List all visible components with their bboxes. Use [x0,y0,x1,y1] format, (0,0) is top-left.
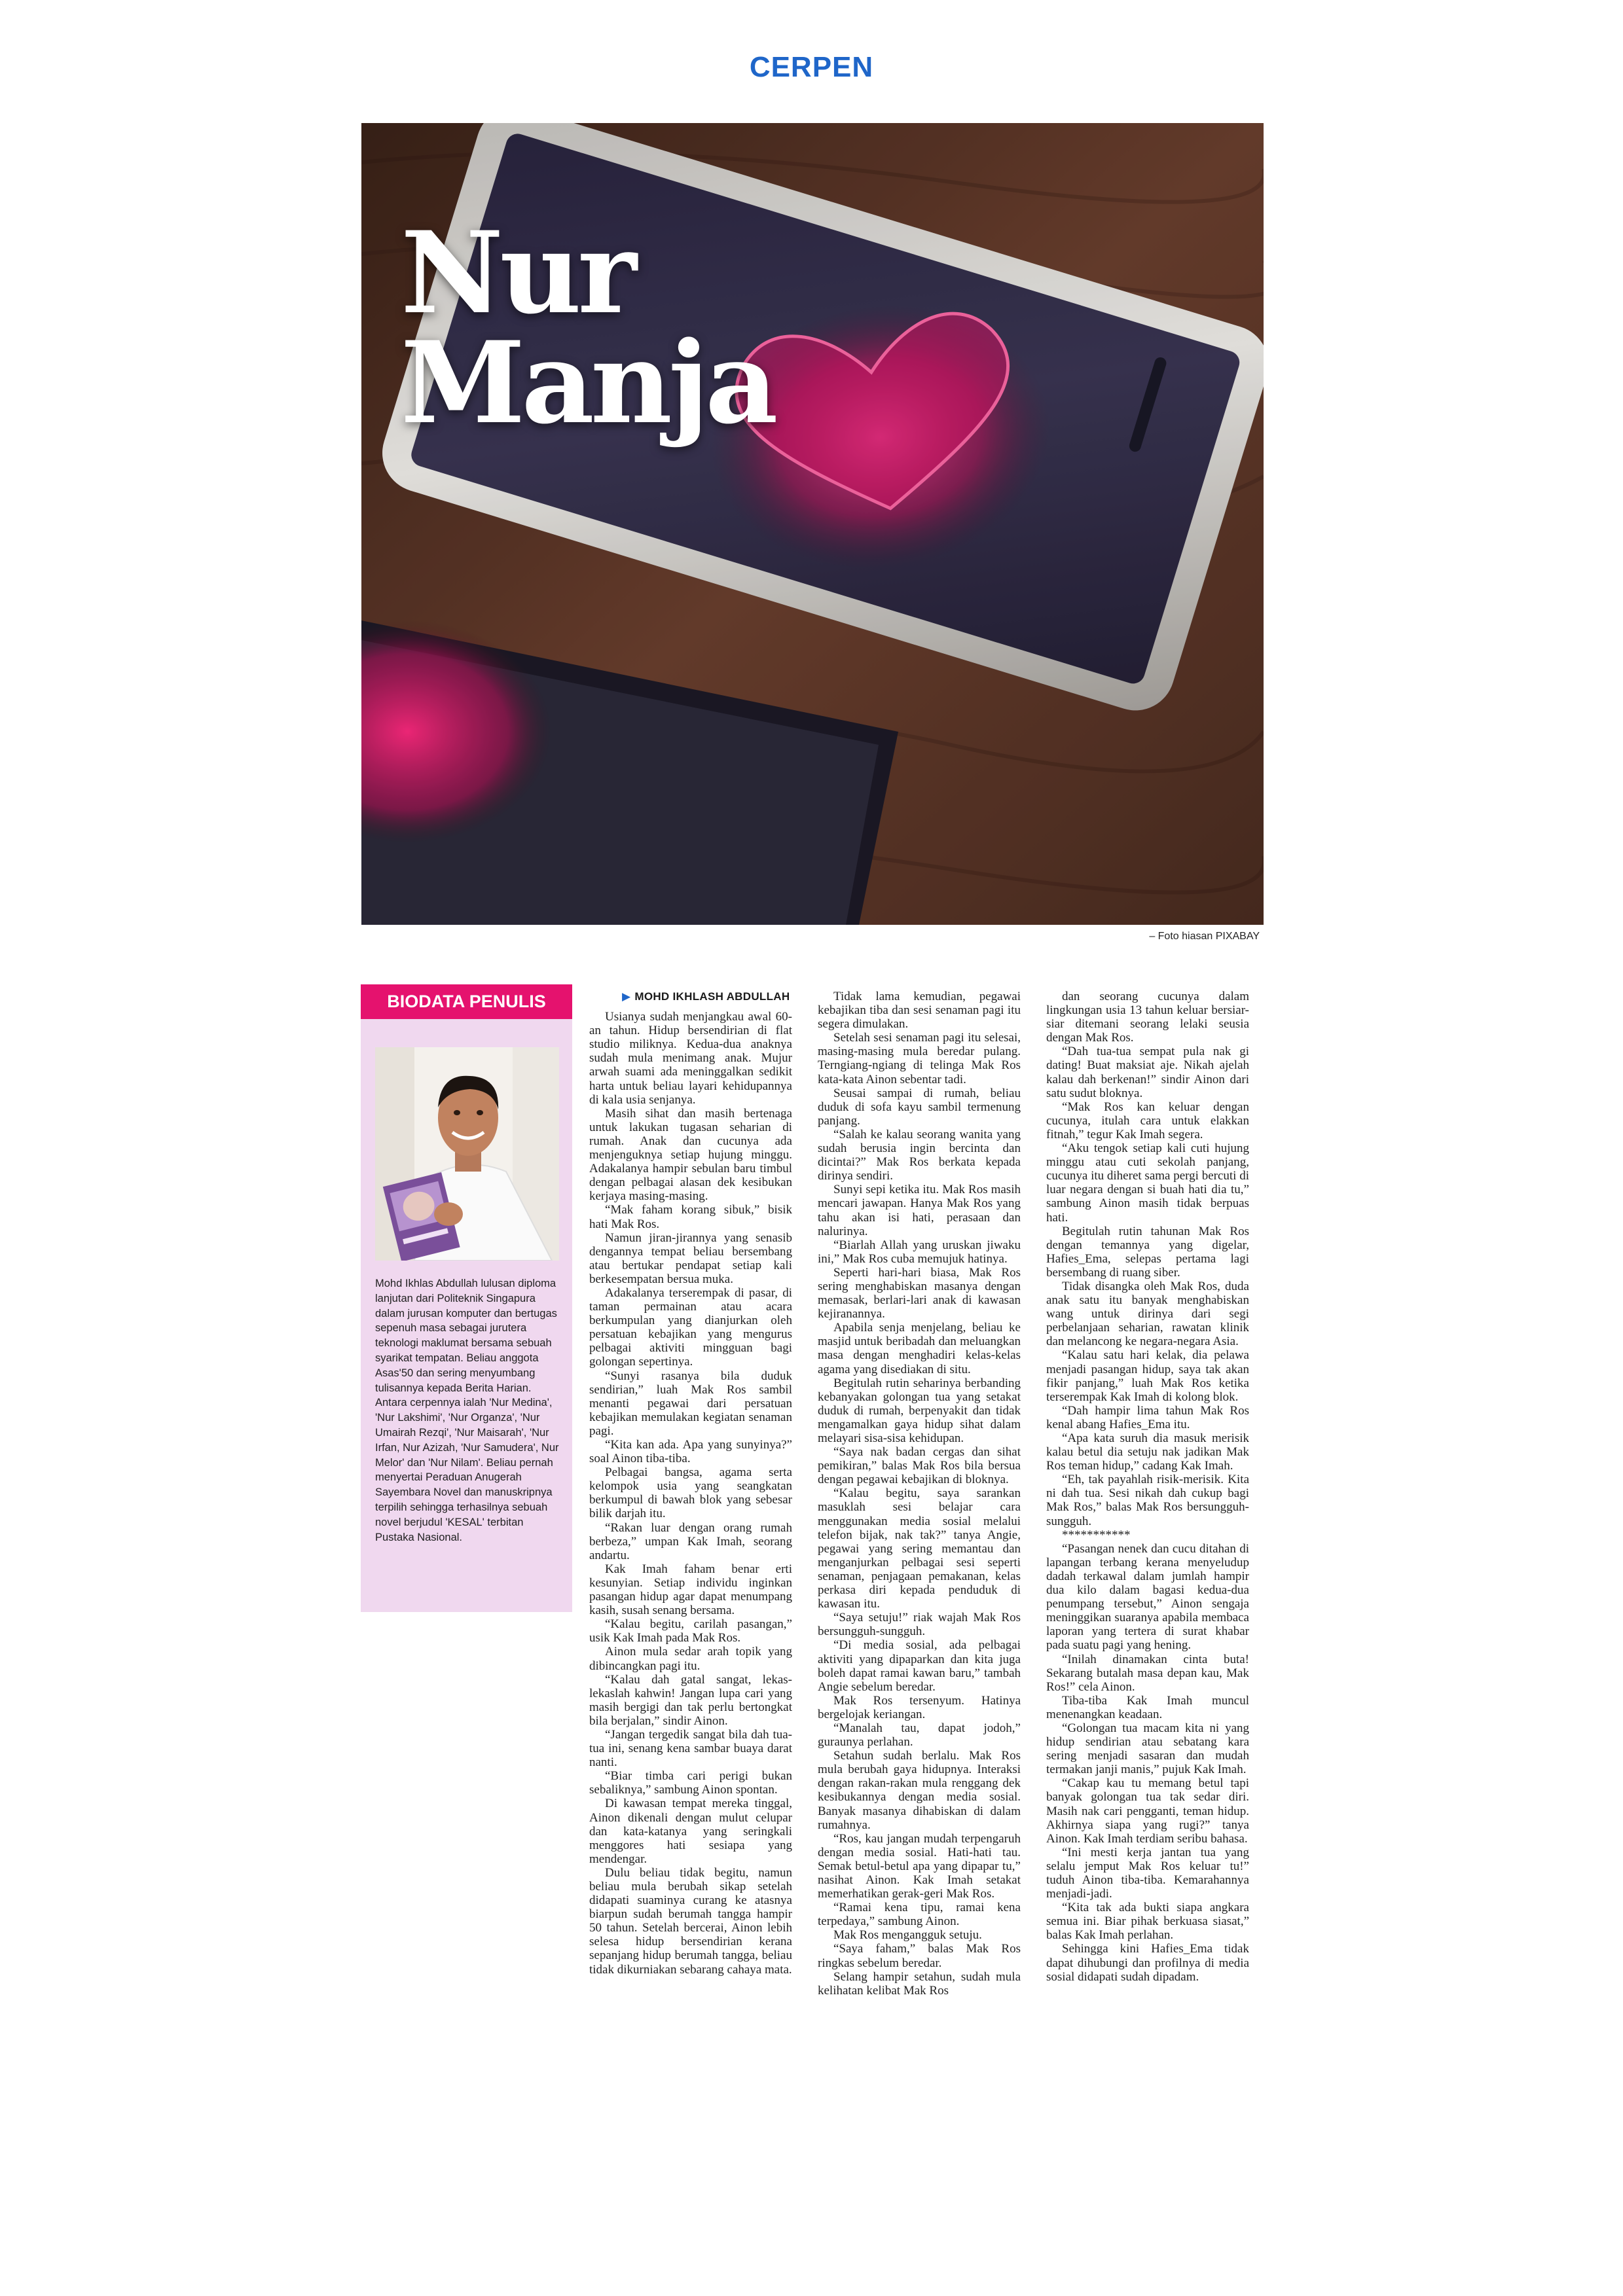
author-portrait [375,1047,559,1261]
story-paragraph: “Cakap kau tu memang betul tapi banyak golongan tua tak sedar diri. Masih nak cari pengganti, teman hidup. Akhirnya siapa yang rugi?” tanya Ainon. Kak Imah terdiam seribu bahasa. [1046,1776,1249,1846]
story-paragraph: “Kalau begitu, carilah pasangan,” usik Kak Imah pada Mak Ros. [589,1617,792,1645]
story-paragraph: “Ini mesti kerja jantan tua yang selalu jemput Mak Ros keluar tu!” tuduh Ainon tiba-tiba. Kemarahannya menjadi-jadi. [1046,1845,1249,1901]
story-paragraph: dan seorang cucunya dalam lingkungan usia 13 tahun keluar bersiar-siar ditemani seorang lelaki seusia dengan Mak Ros. [1046,990,1249,1045]
story-paragraph: “Manalah tau, dapat jodoh,” guraunya perlahan. [818,1721,1021,1749]
story-paragraph: Tidak lama kemudian, pegawai kebajikan tiba dan sesi senaman pagi itu segera dimulakan. [818,990,1021,1031]
story-paragraph: Setahun sudah berlalu. Mak Ros mula berubah gaya hidupnya. Interaksi dengan rakan-rakan mula renggang dek kesibukannya dengan media sosial. Banyak masanya dihabiskan di dalam rumahnya. [818,1749,1021,1832]
story-paragraph: Masih sihat dan masih bertenaga untuk lakukan tugasan seharian di rumah. Anak dan cucunya ada menjenguknya setiap hujung minggu. Adakalanya hampir sebulan baru timbul dengan pelbagai alasan dek kesibukan kerjaya masing-masing. [589,1106,792,1204]
story-paragraph: “Kalau satu hari kelak, dia pelawa menjadi pasangan hidup, saya tak akan fikir panjang,” luah Mak Ros ketika terserempak Kak Imah di kolong blok. [1046,1348,1249,1404]
story-paragraph: Setelah sesi senaman pagi itu selesai, masing-masing mula beredar pulang. Terngiang-ngiang di telinga Mak Ros kata-kata Ainon sebentar tadi. [818,1031,1021,1086]
column-3-paragraphs [1046,990,1249,1984]
story-paragraph: “Saya setuju!” riak wajah Mak Ros bersungguh-sungguh. [818,1611,1021,1639]
story-paragraph: *********** [1062,1528,1131,1542]
story-paragraph: Ainon mula sedar arah topik yang dibincangkan pagi itu. [589,1645,792,1673]
author-name: MOHD IKHLASH ABDULLAH [634,990,790,1003]
story-paragraph: Begitulah rutin tahunan Mak Ros dengan temannya yang digelar, Hafies_Ema, selepas pertama lagi bersembang di ruang siber. [1046,1224,1249,1280]
bio-text: Mohd Ikhlas Abdullah lulusan diploma lanjutan dari Politeknik Singapura dalam jurusan komputer dan bertugas sepenuh masa sebagai jurutera teknologi maklumat bersama sebuah syarikat tempatan. Beliau anggota Asas'50 dan sering menyumbang tulisannya kepada Berita Harian. Antara cerpennya ialah 'Nur Medina', 'Nur Lakshimi', 'Nur Organza', 'Nur Umairah Rezqi', 'Nur Maisarah', 'Nur Irfan, Nur Azizah, 'Nur Samudera', Nur Melor' dan 'Nur Nilam'. Beliau pernah menyertai Peraduan Anugerah Sayembara Novel dan manuskripnya terpilih sehingga terhasilnya sebuah novel berjudul 'KESAL' terbitan Pustaka Nasional. [375,1278,559,1543]
column-1-paragraphs [589,1010,792,1977]
bio-heading: BIODATA PENULIS [361,984,572,1019]
story-paragraph: “Dah hampir lima tahun Mak Ros kenal abang Hafies_Ema itu. [1046,1403,1249,1431]
story-paragraph: Namun jiran-jirannya yang senasib dengannya tempat beliau bersembang atau bertukar pendapat setiap kali berkesempatan bersua muka. [589,1230,792,1286]
story-paragraph: “Pasangan nenek dan cucu ditahan di lapangan terbang kerana menyeludup dadah terkawal dalam jumlah hampir dua kilo dalam bagasi kedua-dua penumpang tersebut,” Ainon sengaja meninggikan suaranya apabila membaca laporan yang tertera di surat khabar pada suatu pagi yang hening. [1046,1541,1249,1653]
story-column-3 [1046,990,1249,1984]
author-photo [375,1047,559,1261]
story-paragraph: Tiba-tiba Kak Imah muncul menenangkan keadaan. [1046,1693,1249,1721]
story-paragraph: Sunyi sepi ketika itu. Mak Ros masih mencari jawapan. Hanya Mak Ros yang tahu akan isi hati, perasaan dan nalurinya. [818,1183,1021,1238]
story-paragraph: Adakalanya terserempak di pasar, di taman permainan atau acara berkumpulan yang dianjurkan oleh persatuan kebajikan yang mengurus pelbagai aktiviti mingguan bagi golongan sepertinya. [589,1285,792,1369]
story-paragraph: “Rakan luar dengan orang rumah berbeza,” umpan Kak Imah, seorang andartu. [589,1520,792,1562]
story-paragraph: “Biarlah Allah yang uruskan jiwaku ini,” Mak Ros cuba memujuk hatinya. [818,1238,1021,1266]
story-paragraph: “Kalau begitu, saya sarankan masuklah sesi belajar cara menggunakan media sosial melalui telefon bijak, nak tak?” tanya Angie, pegawai yang sering memantau dan menganjurkan pelbagai sesi seperti senaman, penjagaan pemakanan, kelas perkasa diri kepada penduduk di kawasan itu. [818,1486,1021,1611]
title-line-2: Manja [401,316,775,449]
hero-image [361,123,1264,925]
story-paragraph: Kak Imah faham benar erti kesunyian. Setiap individu inginkan pasangan hidup agar dapat menumpang kasih, susah senang bersama. [589,1562,792,1618]
byline [622,990,792,1003]
byline-arrow-icon: ▶ [622,990,631,1003]
story-paragraph: “Apa kata suruh dia masuk merisik kalau betul dia setuju nak jadikan Mak Ros teman hidup,” cadang Kak Imah. [1046,1431,1249,1473]
section-label: CERPEN [749,51,874,83]
title-line-1: Nur [401,206,633,339]
story-paragraph: Sehingga kini Hafies_Ema tidak dapat dihubungi dan profilnya di media sosial didapati sudah dipadam. [1046,1942,1249,1984]
story-paragraph: Mak Ros mengangguk setuju. [833,1928,982,1943]
story-paragraph: Pelbagai bangsa, agama serta kelompok usia yang seangkatan berkumpul di bawah blok yang sebesar bilik darjah itu. [589,1465,792,1521]
story-paragraph: “Ramai kena tipu, ramai kena terpedaya,” sambung Ainon. [818,1901,1021,1929]
story-paragraph: “Salah ke kalau seorang wanita yang sudah berusia ingin bercinta dan dicintai?” Mak Ros berkata kepada dirinya sendiri. [818,1127,1021,1183]
story-paragraph: Usianya sudah menjangkau awal 60-an tahun. Hidup bersendirian di flat studio miliknya. Kedua-dua anaknya sudah mula menimang anak. Mujur arwah suami ada meninggalkan sedikit harta untuk beliau layari kehidupannya di kala usia senjanya. [589,1010,792,1107]
story-paragraph: “Mak Ros kan keluar dengan cucunya, itulah cara untuk elakkan fitnah,” tegur Kak Imah segera. [1046,1100,1249,1141]
story-paragraph: “Eh, tak payahlah risik-merisik. Kita ni dah tua. Sesi nikah dah cukup bagi Mak Ros,” balas Mak Ros bersungguh-sungguh. [1046,1473,1249,1528]
story-paragraph: “Sunyi rasanya bila duduk sendirian,” luah Mak Ros sambil menanti pegawai dari persatuan kebajikan memulakan kegiatan senaman pagi. [589,1369,792,1438]
story-paragraph: “Kita tak ada bukti siapa angkara semua ini. Biar pihak berkuasa siasat,” balas Kak Imah perlahan. [1046,1901,1249,1943]
story-paragraph: Mak Ros tersenyum. Hatinya bergelojak keriangan. [818,1693,1021,1721]
story-paragraph: Apabila senja menjelang, beliau ke masjid untuk beribadah dan meluangkan masa dengan menghadiri kelas-kelas agama yang disediakan di situ. [818,1321,1021,1376]
story-column-2 [818,990,1021,1998]
story-paragraph: Selang hampir setahun, sudah mula kelihatan kelibat Mak Ros [818,1969,1021,1998]
story-paragraph: Seperti hari-hari biasa, Mak Ros sering menghabiskan masanya dengan memasak, berlari-lari anak di kawasan kejiranannya. [818,1265,1021,1321]
story-paragraph: “Kalau dah gatal sangat, lekas-lekaslah kahwin! Jangan lupa cari yang masih bergigi dan tak perlu bertongkat bila berjalan,” sindir Ainon. [589,1672,792,1728]
story-paragraph: “Di media sosial, ada pelbagai aktiviti yang dipaparkan dan kita juga boleh dapat ramai kawan baru,” tambah Angie sebelum beredar. [818,1638,1021,1694]
column-2-paragraphs [818,990,1021,1998]
story-paragraph: “Ros, kau jangan mudah terpengaruh dengan media sosial. Hati-hati tau. Semak betul-betul apa yang dipapar tu,” nasihat Ainon. Kak Imah setakat memerhatikan gerak-geri Mak Ros. [818,1831,1021,1901]
story-paragraph: Tidak disangka oleh Mak Ros, duda anak satu itu banyak menghabiskan wang untuk dirinya dari segi perbelanjaan seharian, rawatan klinik dan melancong ke negara-negara Asia. [1046,1279,1249,1349]
story-column-1 [589,990,792,1977]
photo-credit: – Foto hiasan PIXABAY [1149,931,1260,942]
story-title [401,206,775,449]
story-paragraph: “Jangan tergedik sangat bila dah tua-tua ini, senang kena sambar buaya darat nanti. [589,1727,792,1770]
story-paragraph: Di kawasan tempat mereka tinggal, Ainon dikenali dengan mulut celupar dan kata-katanya yang seringkali menggores hati sesiapa yang mendengar. [589,1797,792,1866]
story-paragraph: “Kita kan ada. Apa yang sunyinya?” soal Ainon tiba-tiba. [589,1438,792,1466]
story-paragraph: “Saya faham,” balas Mak Ros ringkas sebelum beredar. [818,1942,1021,1970]
story-paragraph: “Aku tengok setiap kali cuti hujung minggu atau cuti sekolah panjang, cucunya itu diheret sama pergi bercuti di luar negara dengan si buah hati dia tu,” sambung Ainon masih tidak berpuas hati. [1046,1141,1249,1225]
story-paragraph: “Mak faham korang sibuk,” bisik hati Mak Ros. [589,1203,792,1231]
story-paragraph: “Dah tua-tua sempat pula nak gi dating! Buat maksiat aje. Nikah ajelah kalau dah berkenan!” sindir Ainon dari satu sudut bloknya. [1046,1045,1249,1100]
story-paragraph: “Saya nak badan cergas dan sihat pemikiran,” balas Mak Ros bila bersua dengan pegawai kebajikan di bloknya. [818,1445,1021,1487]
story-paragraph: Dulu beliau tidak begitu, namun beliau mula berubah sikap setelah didapati suaminya curang ke atasnya biarpun sudah berumah tangga hampir 50 tahun. Setelah bercerai, Ainon lebih selesa hidup bersendirian kerana sepanjang hidup berumah tangga, beliau tidak dikurniakan sebarang cahaya mata. [589,1865,792,1977]
story-paragraph: “Biar timba cari perigi bukan sebaliknya,” sambung Ainon spontan. [589,1769,792,1797]
story-paragraph: Seusai sampai di rumah, beliau duduk di sofa kayu sambil termenung panjang. [818,1086,1021,1128]
story-paragraph: “Inilah dinamakan cinta buta! Sekarang butalah masa depan kau, Mak Ros!” cela Ainon. [1046,1652,1249,1694]
story-paragraph: “Golongan tua macam kita ni yang hidup sendirian atau sebatang kara sering menjadi sasaran dan mudah termakan janji manis,” pujuk Kak Imah. [1046,1721,1249,1777]
author-bio-box [361,984,572,1612]
story-paragraph: Begitulah rutin seharinya berbanding kebanyakan golongan tua yang setakat duduk di rumah, berpenyakit dan tidak mengamalkan gaya hidup sihat dalam melayari sisa-sisa kehidupan. [818,1376,1021,1445]
